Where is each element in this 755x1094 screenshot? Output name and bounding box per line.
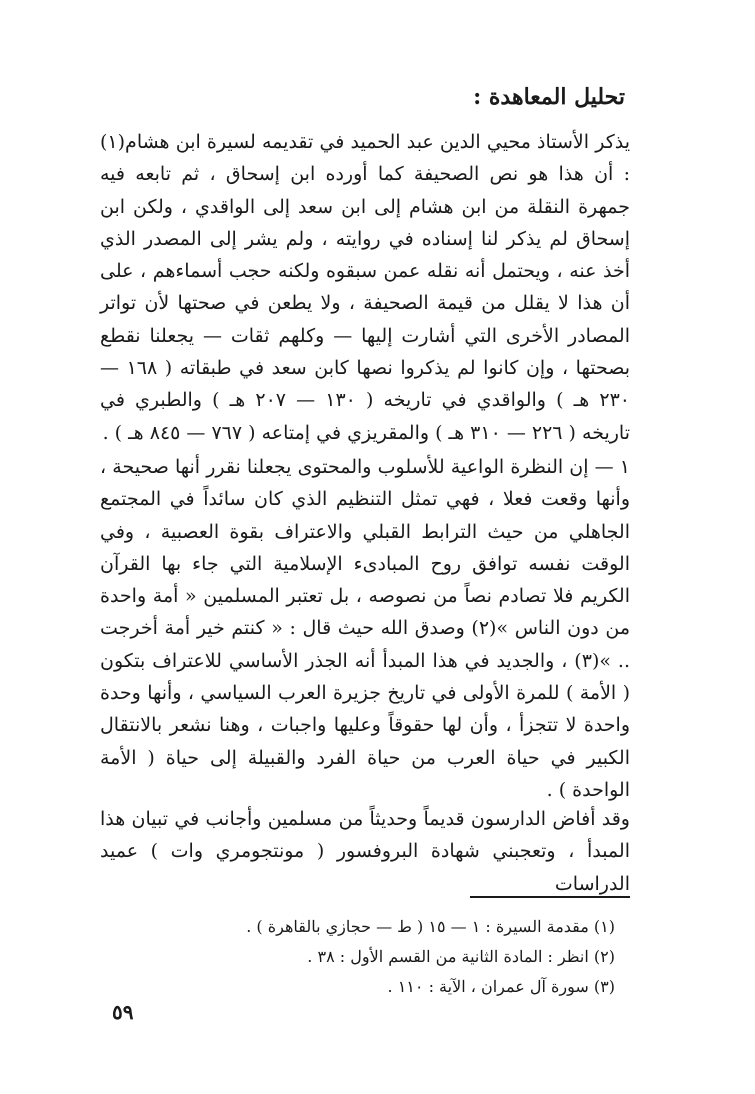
footnote-2: (٢) انظر : المادة الثانية من القسم الأول : ٣٨ . xyxy=(307,947,615,966)
footnotes-list xyxy=(246,912,615,1002)
paragraph-point-one: ١ — إن النظرة الواعية للأسلوب والمحتوى يجعلنا نقرر أنها صحيحة ، وأنها وقعت فعلا ، فهي تمثل التنظيم الذي كان سائداً في المجتمع الجاهلي من حيث الترابط القبلي والاعتراف بقوة العصبية ، وفي الوقت نفسه توافق روح المبادىء الإسلامية التي جاء بها القرآن الكريم فلا تصادم نصاً من نصوصه ، بل تعتبر المسلمين « أمة واحدة من دون الناس »(٢) وصدق الله حيث قال : « كنتم خير أمة أخرجت .. »(٣) ، والجديد في هذا المبدأ أنه الجذر الأساسي للاعتراف بتكون ( الأمة ) للمرة الأولى في تاريخ جزيرة العرب السياسي ، وأنها وحدة واحدة لا تتجزأ ، وأن لها حقوقاً وعليها واجبات ، وهنا نشعر بالانتقال الكبير في حياة العرب من حياة الفرد والقبيلة إلى حياة ( الأمة الواحدة ) . xyxy=(100,456,630,801)
section-heading: تحليل المعاهدة : xyxy=(473,84,625,110)
paragraph-intro: يذكر الأستاذ محيي الدين عبد الحميد في تقديمه لسيرة ابن هشام(١) : أن هذا هو نص الصحيفة كما أورده ابن إسحاق ، ثم تابعه فيه جمهرة النقلة من ابن هشام إلى ابن سعد إلى الواقدي ، ولكن ابن إسحاق لم يذكر لنا إسناده في روايته ، ولم يشر إلى المصدر الذي أخذ عنه ، ويحتمل أنه نقله عمن سبقوه ولكنه حجب أسماءهم ، على أن هذا لا يقلل من قيمة الصحيفة ، ولا يطعن في صحتها لأن تواتر المصادر الأخرى التي أشارت إليها — وكلهم ثقات — يجعلنا نقطع بصحتها ، وإن كانوا لم يذكروا نصها كابن سعد في طبقاته ( ١٦٨ — ٢٣٠ هـ ) والواقدي في تاريخه ( ١٣٠ — ٢٠٧ هـ ) والطبري في تاريخه ( ٢٢٦ — ٣١٠ هـ ) والمقريزي في إمتاعه ( ٧٦٧ — ٨٤٥ هـ ) . xyxy=(100,131,630,444)
footnote-divider xyxy=(470,896,630,898)
footnote-3: (٣) سورة آل عمران ، الآية : ١١٠ . xyxy=(387,977,615,996)
page-number: ٥٩ xyxy=(112,1000,134,1024)
footnote-1: (١) مقدمة السيرة : ١ — ١٥ ( ط — حجازي بالقاهرة ) . xyxy=(246,917,615,936)
paragraph-scholars: وقد أفاض الدارسون قديماً وحديثاً من مسلمين وأجانب في تبيان هذا المبدأ ، وتعجبني شهادة البروفسور ( مونتجومري وات ) عميد الدراسات xyxy=(100,808,630,895)
